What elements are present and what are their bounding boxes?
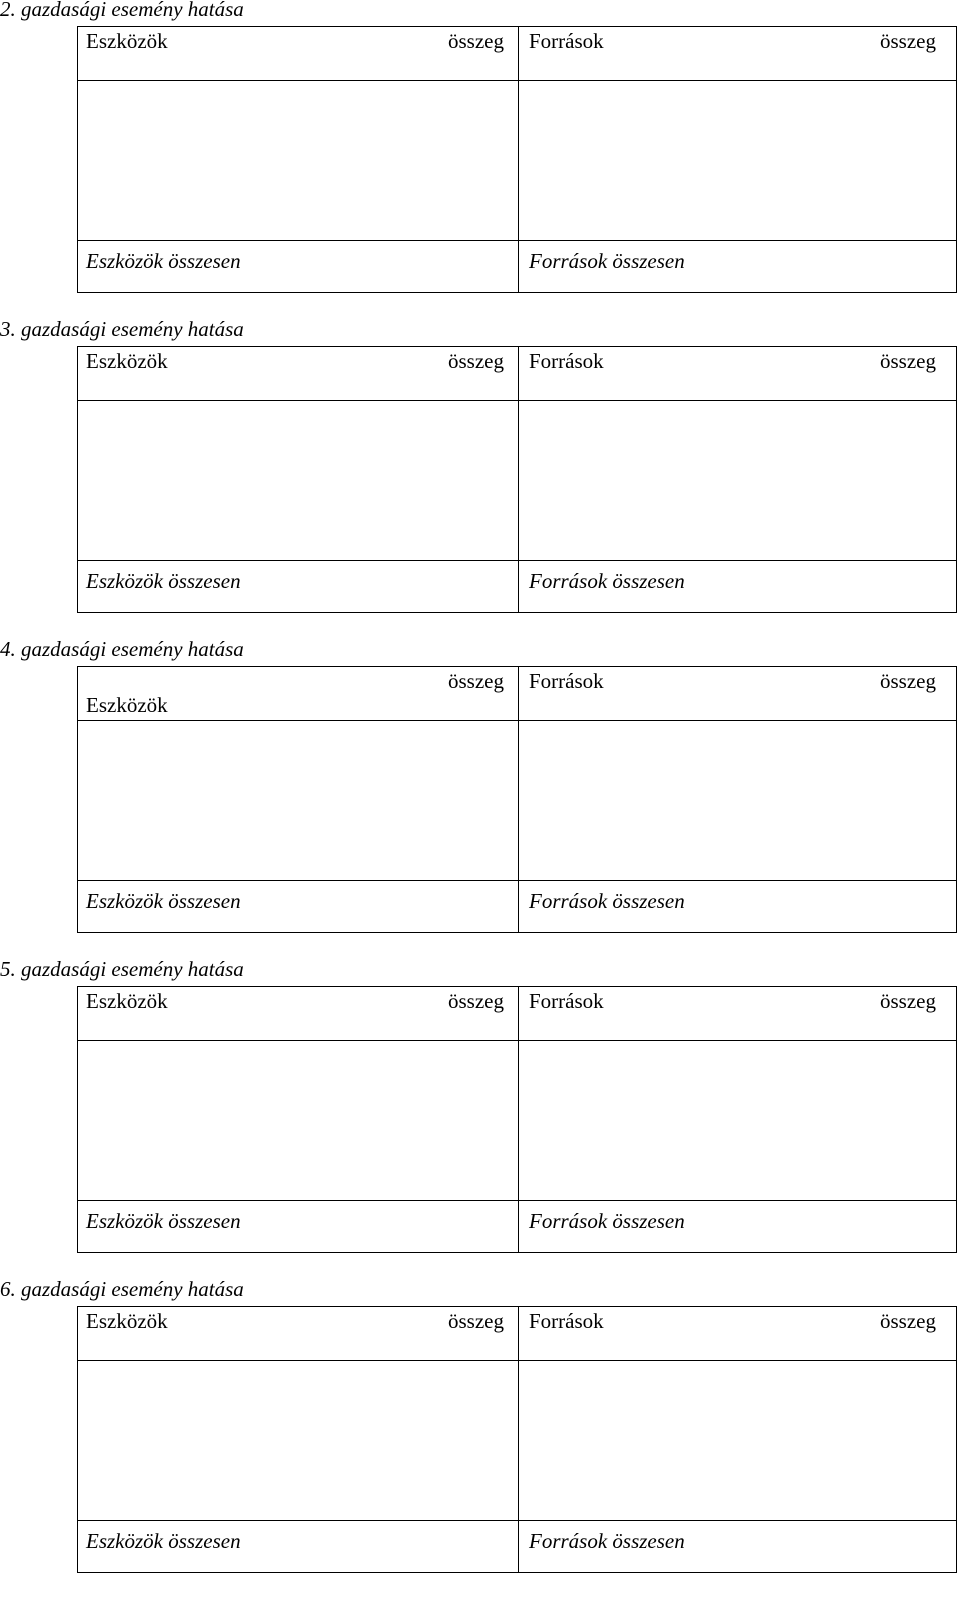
total-sources-label: Források összesen (529, 889, 685, 913)
header-sources-amount: összeg (880, 349, 936, 373)
header-divider (78, 1040, 956, 1041)
header-sources-amount: összeg (880, 29, 936, 53)
header-assets: Eszközök (86, 349, 168, 373)
total-assets-label: Eszközök összesen (86, 569, 241, 593)
column-divider (518, 987, 519, 1252)
header-assets: Eszközök (86, 1309, 168, 1333)
header-assets-amount: összeg (448, 669, 504, 693)
balance-table (77, 26, 957, 293)
header-divider (78, 80, 956, 81)
column-divider (518, 347, 519, 612)
footer-divider (78, 560, 956, 561)
total-sources-label: Források összesen (529, 1529, 685, 1553)
total-sources-label: Források összesen (529, 1209, 685, 1233)
header-assets: Eszközök (86, 29, 168, 53)
total-assets-label: Eszközök összesen (86, 1529, 241, 1553)
balance-table (77, 986, 957, 1253)
balance-table (77, 666, 957, 933)
total-assets-label: Eszközök összesen (86, 1209, 241, 1233)
total-sources-label: Források összesen (529, 249, 685, 273)
total-sources-label: Források összesen (529, 569, 685, 593)
header-assets-amount: összeg (448, 1309, 504, 1333)
column-divider (518, 27, 519, 292)
header-sources: Források (529, 29, 604, 53)
event-section-5 (0, 957, 960, 1280)
column-divider (518, 667, 519, 932)
balance-table (77, 1306, 957, 1573)
column-divider (518, 1307, 519, 1572)
header-sources-amount: összeg (880, 1309, 936, 1333)
header-sources-amount: összeg (880, 669, 936, 693)
section-title: 6. gazdasági esemény hatása (0, 1277, 244, 1301)
footer-divider (78, 1200, 956, 1201)
header-assets-amount: összeg (448, 349, 504, 373)
event-section-4 (0, 637, 960, 960)
footer-divider (78, 880, 956, 881)
section-title: 3. gazdasági esemény hatása (0, 317, 244, 341)
total-assets-label: Eszközök összesen (86, 889, 241, 913)
header-sources: Források (529, 349, 604, 373)
header-sources: Források (529, 669, 604, 693)
event-section-6 (0, 1277, 960, 1600)
event-section-2 (0, 0, 960, 320)
header-sources: Források (529, 989, 604, 1013)
header-sources-amount: összeg (880, 989, 936, 1013)
header-assets: Eszközök (86, 989, 168, 1013)
header-divider (78, 1360, 956, 1361)
footer-divider (78, 1520, 956, 1521)
footer-divider (78, 240, 956, 241)
section-title: 2. gazdasági esemény hatása (0, 0, 244, 21)
section-title: 5. gazdasági esemény hatása (0, 957, 244, 981)
header-assets-amount: összeg (448, 29, 504, 53)
header-divider (78, 400, 956, 401)
event-section-3 (0, 317, 960, 640)
header-assets: Eszközök (86, 693, 168, 717)
section-title: 4. gazdasági esemény hatása (0, 637, 244, 661)
header-divider (78, 720, 956, 721)
balance-table (77, 346, 957, 613)
header-sources: Források (529, 1309, 604, 1333)
header-assets-amount: összeg (448, 989, 504, 1013)
total-assets-label: Eszközök összesen (86, 249, 241, 273)
